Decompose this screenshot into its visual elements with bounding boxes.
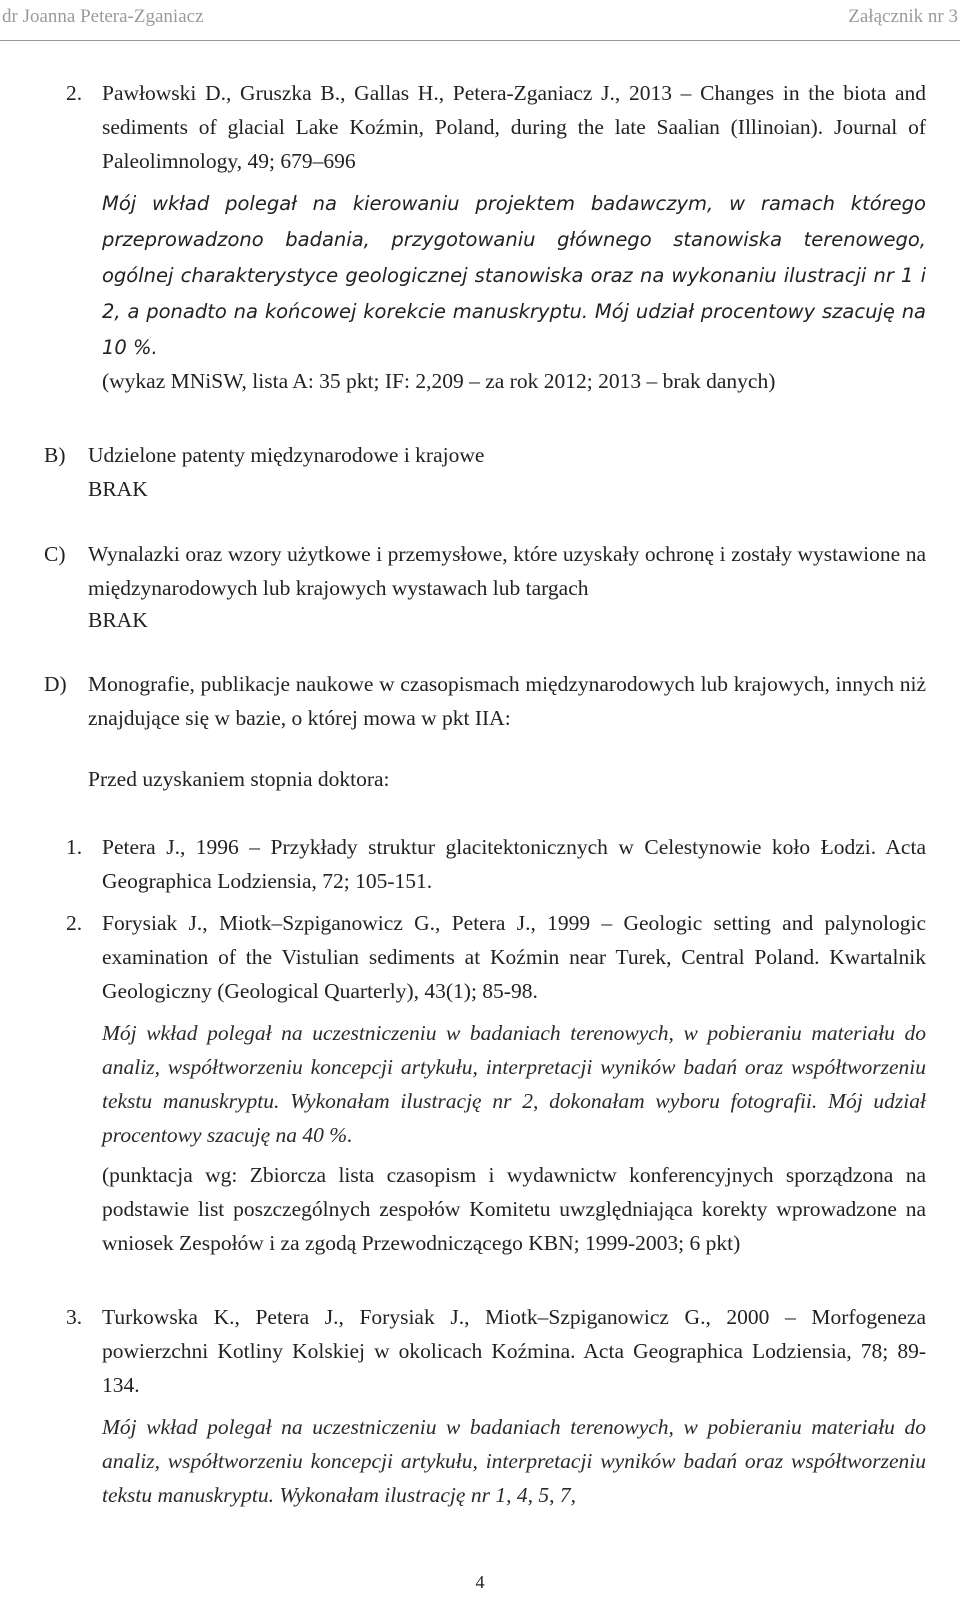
section-d-letter: D): [44, 672, 67, 696]
publication-citation: Petera J., 1996 – Przykłady struktur glacitektonicznych w Celestynowie koło Łodzi. Acta Geographica Lodziensia, 72; 105-151.: [102, 835, 926, 893]
publication-citation: Turkowska K., Petera J., Forysiak J., Miotk–Szpiganowicz G., 2000 – Morfogeneza powierzchni Kotliny Kolskiej w okolicach Koźmina. Acta Geographica Lodziensia, 78; 89-134.: [102, 1305, 926, 1397]
publication-number: 3.: [66, 1305, 83, 1329]
section-b-value: BRAK: [88, 477, 148, 501]
section-d-title: Monografie, publikacje naukowe w czasopismach międzynarodowych lub krajowych, innych niż znajdujące się w bazie, o której mowa w pkt IIA:: [88, 672, 926, 730]
header-author: dr Joanna Petera-Zganiacz: [2, 6, 204, 27]
item-scoring: (wykaz MNiSW, lista A: 35 pkt; IF: 2,209 – za rok 2012; 2013 – brak danych): [102, 369, 776, 393]
publication-contribution: Mój wkład polegał na uczestniczeniu w badaniach terenowych, w pobieraniu materiału do analiz, współtworzeniu koncepcji artykułu, interpretacji wyników badań oraz współtworzeniu tekstu manuskryptu. Wykonałam ilustrację nr 2, dokonałam wyboru fotografii. Mój udział procentowy szacuję na 40 %.: [102, 1021, 926, 1147]
publication-number: 2.: [66, 911, 83, 935]
item-citation: Pawłowski D., Gruszka B., Gallas H., Petera-Zganiacz J., 2013 – Changes in the biota and sediments of glacial Lake Koźmin, Poland, during the late Saalian (Illinoian). Journal of Paleolimnology, 49; 679–696: [102, 81, 926, 173]
section-c-letter: C): [44, 542, 66, 566]
publication-contribution: Mój wkład polegał na uczestniczeniu w badaniach terenowych, w pobieraniu materiału do analiz, współtworzeniu koncepcji artykułu, interpretacji wyników badań oraz współtworzeniu tekstu manuskryptu. Wykonałam ilustrację nr 1, 4, 5, 7,: [102, 1415, 926, 1507]
item-contribution: Mój wkład polegał na kierowaniu projektem badawczym, w ramach którego przeprowadzono badania, przygotowaniu głównego stanowiska terenowego, ogólnej charakterystyce geologicznej stanowiska oraz na wykonaniu ilustracji nr 1 i 2, a ponadto na końcowej korekcie manuskryptu. Mój udział procentowy szacuję na 10 %.: [102, 192, 926, 359]
header-annex: Załącznik nr 3: [848, 6, 958, 27]
publication-citation: Forysiak J., Miotk–Szpiganowicz G., Petera J., 1999 – Geologic setting and palynologic examination of the Vistulian sediments at Koźmin near Turek, Central Poland. Kwartalnik Geologiczny (Geological Quarterly), 43(1); 85-98.: [102, 911, 926, 1003]
publication-scoring: (punktacja wg: Zbiorcza lista czasopism i wydawnictw konferencyjnych sporządzona na podstawie list poszczególnych zespołów Komitetu uwzględniająca korekty wprowadzone na wniosek Zespołów i za zgodą Przewodniczącego KBN; 1999-2003; 6 pkt): [102, 1163, 926, 1255]
section-b-letter: B): [44, 443, 66, 467]
page-number: 4: [475, 1572, 485, 1592]
item-number: 2.: [66, 81, 83, 105]
section-d-subtitle: Przed uzyskaniem stopnia doktora:: [88, 767, 390, 791]
section-c-title: Wynalazki oraz wzory użytkowe i przemysłowe, które uzyskały ochronę i zostały wystawione na międzynarodowych lub krajowych wystawach lub targach: [88, 542, 926, 600]
page-header: [0, 0, 960, 44]
section-b-title: Udzielone patenty międzynarodowe i krajowe: [88, 443, 485, 467]
section-c-value: BRAK: [88, 608, 148, 632]
header-divider: [0, 40, 960, 41]
publication-number: 1.: [66, 835, 83, 859]
